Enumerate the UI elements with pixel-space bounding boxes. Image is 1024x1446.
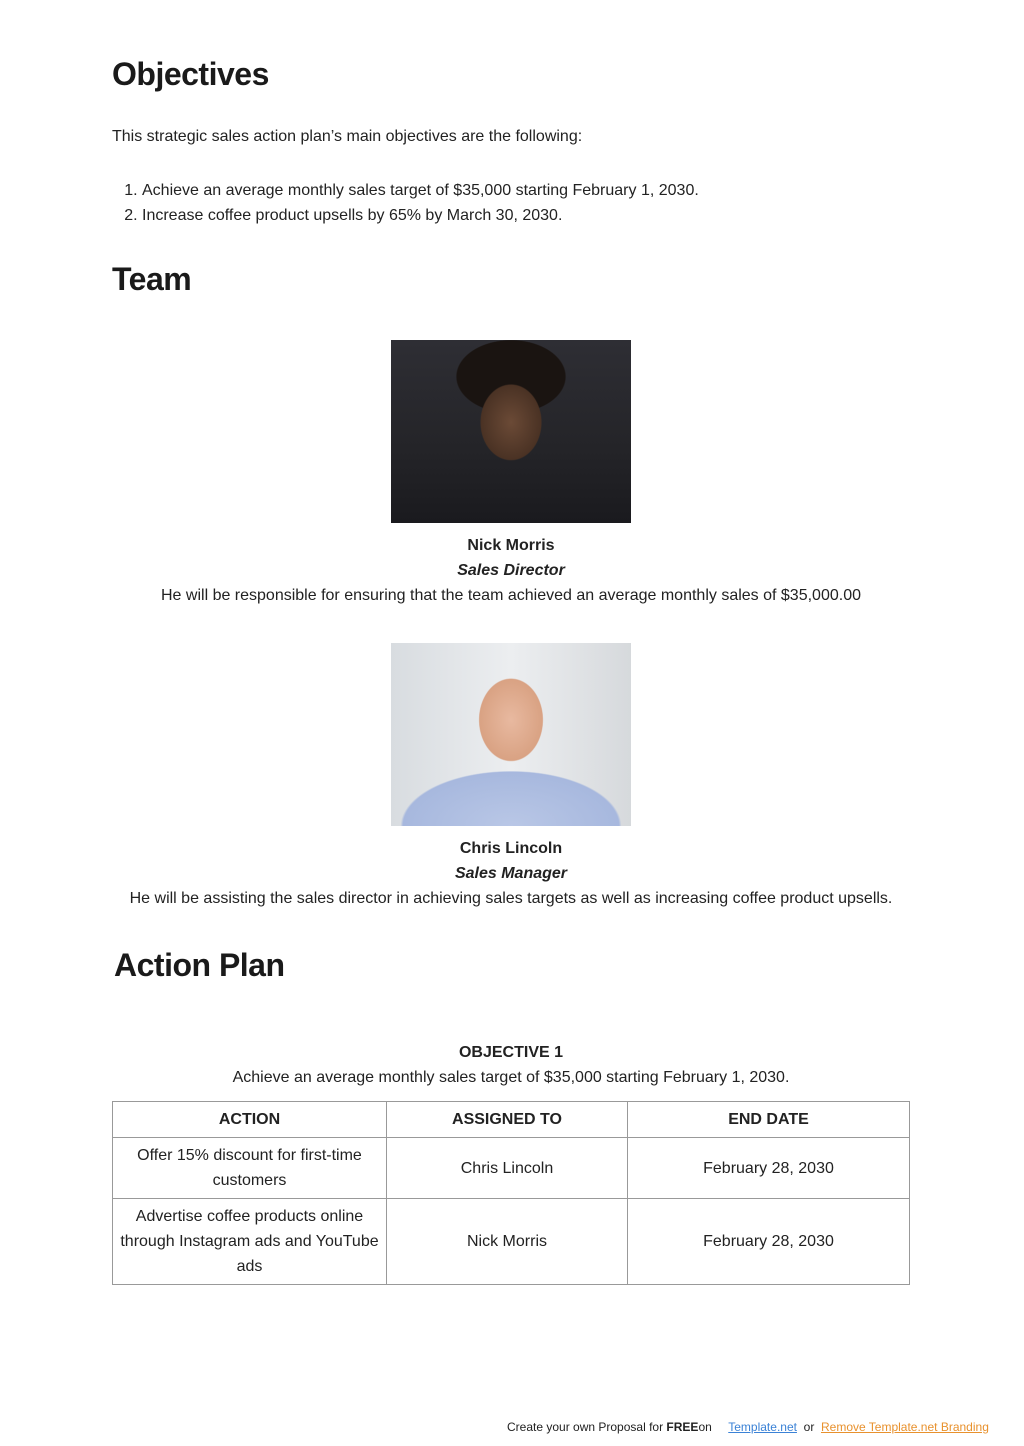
member-description: He will be responsible for ensuring that the team achieved an average monthly sales of $35,000.00 [161, 587, 861, 604]
assigned-cell: Nick Morris [387, 1199, 628, 1285]
member-role: Sales Director [457, 562, 565, 579]
end-date-cell: February 28, 2030 [628, 1199, 910, 1285]
team-member-card [112, 340, 910, 608]
objective-item: 2. Increase coffee product upsells by 65% by March 30, 2030. [142, 203, 699, 228]
team-heading: Team [112, 261, 192, 297]
member-description: He will be assisting the sales director in achieving sales targets as well as increasing coffee product upsells. [129, 890, 893, 907]
column-header: ASSIGNED TO [387, 1102, 628, 1138]
objective-title: OBJECTIVE 1 [458, 1044, 564, 1061]
action-cell: Offer 15% discount for first-time customers [113, 1138, 387, 1199]
column-header: END DATE [628, 1102, 910, 1138]
objectives-heading: Objectives [112, 56, 269, 92]
footer-branding [507, 1420, 989, 1434]
footer-prefix: Create your own Proposal for [507, 1420, 664, 1434]
objective-text: Achieve an average monthly sales target of $35,000 starting February 1, 2030. [232, 1069, 790, 1086]
footer-or: or [803, 1420, 815, 1434]
member-name: Chris Lincoln [459, 840, 563, 857]
objectives-intro: This strategic sales action plan’s main objectives are the following: [112, 128, 583, 145]
footer-on: on [698, 1420, 712, 1434]
column-header: ACTION [113, 1102, 387, 1138]
action-cell: Advertise coffee products online through Instagram ads and YouTube ads [113, 1199, 387, 1285]
member-name: Nick Morris [467, 537, 555, 554]
action-table [112, 1101, 910, 1285]
template-net-link[interactable]: Template.net [728, 1420, 797, 1434]
objective-item: 1. Achieve an average monthly sales target of $35,000 starting February 1, 2030. [142, 178, 699, 203]
action-plan-heading: Action Plan [114, 947, 285, 983]
member-photo [391, 643, 631, 826]
objectives-list [112, 178, 699, 228]
team-member-card [112, 643, 910, 911]
table-header-row [113, 1102, 910, 1138]
table-row [113, 1138, 910, 1199]
member-role: Sales Manager [454, 865, 568, 882]
table-row [113, 1199, 910, 1285]
end-date-cell: February 28, 2030 [628, 1138, 910, 1199]
member-photo [391, 340, 631, 523]
remove-branding-link[interactable]: Remove Template.net Branding [820, 1420, 989, 1434]
objective-block [112, 1040, 910, 1090]
assigned-cell: Chris Lincoln [387, 1138, 628, 1199]
footer-free: FREE [666, 1420, 699, 1434]
